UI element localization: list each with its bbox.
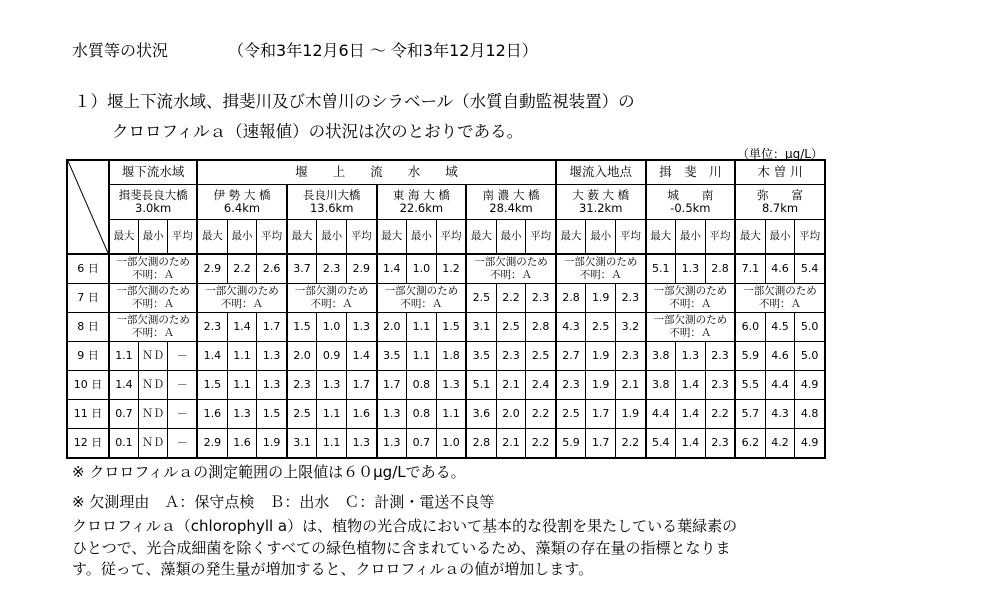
max-value: 0.1 — [109, 429, 138, 459]
stat-label: 最大 — [556, 220, 586, 255]
missing-text: 一部欠測のため — [474, 255, 548, 268]
avg-value: 2.3 — [705, 342, 735, 371]
stat-label: 最小 — [406, 220, 436, 255]
avg-value: － — [168, 400, 197, 429]
stat-label: 最大 — [197, 220, 227, 255]
station-name: 大 薮 大 橋 — [572, 187, 630, 202]
min-value: 4.2 — [765, 429, 795, 459]
stat-label: 最大 — [735, 220, 765, 255]
stat-label: 平均 — [257, 220, 287, 255]
min-value: 1.4 — [675, 371, 705, 400]
max-value: 2.5 — [466, 284, 496, 313]
min-value: 2.2 — [496, 284, 526, 313]
station-cell — [556, 185, 646, 220]
area-kiso-river: 木 曽 川 — [735, 160, 825, 185]
table-row — [67, 400, 825, 429]
intro-line-2: クロロフィルａ（速報値）の状況は次のとおりである。 — [112, 122, 524, 141]
max-value: 2.9 — [197, 254, 227, 284]
max-value: 3.7 — [287, 254, 317, 284]
missing-cell — [287, 284, 377, 313]
avg-value: 1.5 — [257, 400, 287, 429]
missing-code: 不明：Ａ — [132, 298, 175, 310]
avg-value: 2.2 — [705, 400, 735, 429]
min-value: 1.3 — [675, 342, 705, 371]
missing-cell — [109, 284, 197, 313]
avg-value: 1.9 — [257, 429, 287, 459]
station-distance: 6.4km — [223, 201, 261, 215]
station-distance: 28.4km — [489, 201, 533, 215]
max-value: 3.8 — [646, 342, 676, 371]
stat-label: 平均 — [795, 220, 825, 255]
avg-value: － — [168, 429, 197, 459]
max-value: 5.9 — [556, 429, 586, 459]
min-value: 1.1 — [406, 313, 436, 342]
stat-label: 平均 — [526, 220, 556, 255]
min-value: 0.7 — [406, 429, 436, 459]
station-header-row — [67, 185, 825, 220]
stat-label: 最小 — [227, 220, 257, 255]
station-cell — [197, 185, 287, 220]
station-name: 東 海 大 橋 — [392, 187, 450, 202]
stat-label: 最小 — [496, 220, 526, 255]
page-heading — [72, 38, 538, 61]
explanation-paragraph — [72, 516, 872, 581]
heading-title: 水質等の状況 — [72, 41, 169, 60]
max-value: 2.3 — [287, 371, 317, 400]
min-value: 1.1 — [227, 342, 257, 371]
min-value: 1.1 — [406, 342, 436, 371]
corner-cell — [67, 160, 109, 254]
avg-value: 1.4 — [347, 342, 377, 371]
min-value: 1.9 — [586, 342, 616, 371]
missing-code: 不明：Ａ — [132, 327, 175, 339]
avg-value: 2.3 — [705, 429, 735, 459]
missing-text: 一部欠測のため — [653, 313, 728, 326]
min-value: 1.7 — [586, 400, 616, 429]
station-distance: 3.0km — [135, 201, 172, 215]
paragraph-line-3: す。従って、藻類の発生量が増加すると、クロロフィルａの値が増加します。 — [72, 560, 594, 578]
max-value: 2.7 — [556, 342, 586, 371]
avg-value: 2.1 — [616, 371, 646, 400]
missing-text: 一部欠測のため — [563, 255, 638, 268]
heading-period: （令和3年12月6日 ～ 令和3年12月12日） — [228, 41, 538, 60]
note-measurement-limit: ※ クロロフィルａの測定範囲の上限値は６０μg/Lである。 — [72, 463, 466, 481]
min-value: 4.6 — [765, 254, 795, 284]
stat-label: 最大 — [287, 220, 317, 255]
avg-value: 2.2 — [526, 429, 556, 459]
min-value: ＮＤ — [138, 429, 167, 459]
max-value: 7.1 — [735, 254, 765, 284]
min-value: 4.4 — [765, 371, 795, 400]
min-value: 2.0 — [496, 400, 526, 429]
avg-value: 2.2 — [526, 400, 556, 429]
stat-label: 平均 — [436, 220, 466, 255]
missing-text: 一部欠測のため — [653, 284, 728, 297]
missing-cell — [197, 284, 287, 313]
max-value: 2.0 — [287, 342, 317, 371]
missing-code: 不明：Ａ — [759, 298, 802, 310]
missing-text: 一部欠測のため — [116, 284, 190, 297]
day-label: 11 日 — [67, 400, 109, 429]
day-label: 7 日 — [67, 284, 109, 313]
missing-cell — [109, 313, 197, 342]
max-value: 1.6 — [197, 400, 227, 429]
max-value: 2.3 — [197, 313, 227, 342]
stat-label: 平均 — [616, 220, 646, 255]
avg-value: 1.9 — [616, 400, 646, 429]
avg-value: 2.3 — [616, 342, 646, 371]
max-value: 6.0 — [735, 313, 765, 342]
stat-label: 最小 — [675, 220, 705, 255]
missing-cell — [556, 254, 646, 284]
avg-value: 5.0 — [795, 313, 825, 342]
station-name: 弥 富 — [757, 187, 804, 202]
stat-label: 最大 — [646, 220, 676, 255]
station-cell — [377, 185, 467, 220]
paragraph-line-1: クロロフィルａ（chlorophyll a）は、植物の光合成において基本的な役割を果たしている葉緑素の — [72, 517, 738, 535]
max-value: 6.2 — [735, 429, 765, 459]
area-ibi-river: 揖 斐 川 — [646, 160, 736, 185]
table-row — [67, 284, 825, 313]
min-value: 1.1 — [317, 400, 347, 429]
stat-label: 最小 — [586, 220, 616, 255]
day-label: 12 日 — [67, 429, 109, 459]
max-value: 5.1 — [646, 254, 676, 284]
avg-value: 2.3 — [616, 284, 646, 313]
min-value: 1.6 — [227, 429, 257, 459]
stat-label: 平均 — [347, 220, 377, 255]
max-value: 1.4 — [377, 254, 407, 284]
station-cell — [287, 185, 377, 220]
area-header-row — [67, 160, 825, 185]
missing-code: 不明：Ａ — [669, 327, 712, 339]
avg-value: 1.8 — [436, 342, 466, 371]
station-cell — [109, 185, 197, 220]
max-value: 1.4 — [109, 371, 138, 400]
stat-label: 最大 — [377, 220, 407, 255]
missing-text: 一部欠測のため — [743, 284, 817, 297]
note-missing-reasons: ※ 欠測理由 Ａ：保守点検 Ｂ：出水 Ｃ：計測・電送不良等 — [72, 493, 495, 511]
max-value: 2.9 — [197, 429, 227, 459]
table-row — [67, 313, 825, 342]
avg-value: 2.4 — [526, 371, 556, 400]
avg-value: 1.7 — [257, 313, 287, 342]
min-value: 2.3 — [317, 254, 347, 284]
max-value: 5.4 — [646, 429, 676, 459]
avg-value: 2.3 — [705, 371, 735, 400]
missing-code: 不明：Ａ — [579, 269, 622, 281]
stat-label: 平均 — [168, 220, 197, 255]
area-upstream: 堰 上 流 水 域 — [197, 160, 556, 185]
min-value: 2.1 — [496, 429, 526, 459]
table-row — [67, 342, 825, 371]
max-value: 0.7 — [109, 400, 138, 429]
min-value: 1.3 — [675, 254, 705, 284]
avg-value: 2.2 — [616, 429, 646, 459]
unit-label: （単位：μg/L） — [737, 147, 823, 161]
max-value: 2.5 — [556, 400, 586, 429]
paragraph-line-2: ひとつで、光合成細菌を除くすべての緑色植物に含まれているため、藻類の存在量の指標となりま — [72, 538, 731, 557]
min-value: ＮＤ — [138, 400, 167, 429]
station-distance: 13.6km — [309, 201, 354, 215]
avg-value: 2.9 — [347, 254, 377, 284]
min-value: 1.9 — [586, 371, 616, 400]
station-distance: 22.6km — [399, 201, 444, 215]
min-value: 0.9 — [317, 342, 347, 371]
avg-value: 2.3 — [526, 284, 556, 313]
max-value: 4.4 — [646, 400, 676, 429]
day-label: 6 日 — [67, 254, 109, 284]
max-value: 3.1 — [287, 429, 317, 459]
missing-cell — [646, 313, 736, 342]
avg-value: － — [168, 342, 197, 371]
missing-cell — [109, 254, 197, 284]
missing-text: 一部欠測のため — [205, 284, 279, 297]
max-value: 2.5 — [287, 400, 317, 429]
station-distance: 8.7km — [761, 201, 799, 215]
avg-value: 2.5 — [526, 342, 556, 371]
stat-label: 最小 — [317, 220, 347, 255]
min-value: 0.8 — [406, 371, 436, 400]
max-value: 1.5 — [287, 313, 317, 342]
stat-label: 最大 — [466, 220, 496, 255]
station-name: 揖斐長良大橋 — [118, 187, 188, 202]
max-value: 5.1 — [466, 371, 496, 400]
avg-value: 2.6 — [257, 254, 287, 284]
missing-cell — [377, 284, 467, 313]
min-value: 1.1 — [317, 429, 347, 459]
min-value: 1.7 — [586, 429, 616, 459]
min-value: 2.5 — [496, 313, 526, 342]
min-value: 4.5 — [765, 313, 795, 342]
max-value: 3.1 — [466, 313, 496, 342]
day-label: 9 日 — [67, 342, 109, 371]
avg-value: 5.4 — [795, 254, 825, 284]
table-row — [67, 371, 825, 400]
avg-value: 1.6 — [347, 400, 377, 429]
avg-value: 4.9 — [795, 371, 825, 400]
min-value: 1.1 — [227, 371, 257, 400]
min-value: 1.0 — [406, 254, 436, 284]
intro-line-1: １）堰上下流水域、揖斐川及び木曽川のシラベール（水質自動監視装置）の — [74, 92, 635, 111]
avg-value: 1.3 — [436, 371, 466, 400]
max-value: 2.3 — [556, 371, 586, 400]
missing-cell — [735, 284, 825, 313]
station-name: 伊 勢 大 橋 — [213, 187, 271, 202]
table-row — [67, 254, 825, 284]
missing-code: 不明：Ａ — [669, 298, 712, 310]
max-value: 4.3 — [556, 313, 586, 342]
missing-text: 一部欠測のため — [384, 284, 459, 297]
min-value: 1.4 — [675, 429, 705, 459]
max-value: 3.5 — [466, 342, 496, 371]
stat-label: 最大 — [109, 220, 138, 255]
max-value: 2.8 — [466, 429, 496, 459]
day-label: 10 日 — [67, 371, 109, 400]
max-value: 5.5 — [735, 371, 765, 400]
min-value: 1.4 — [227, 313, 257, 342]
diagonal-line — [68, 161, 108, 253]
stat-label: 最小 — [138, 220, 167, 255]
avg-value: － — [168, 371, 197, 400]
avg-value: 1.5 — [436, 313, 466, 342]
day-label: 8 日 — [67, 313, 109, 342]
avg-value: 4.9 — [795, 429, 825, 459]
max-value: 5.7 — [735, 400, 765, 429]
avg-value: 1.0 — [436, 429, 466, 459]
max-value: 5.9 — [735, 342, 765, 371]
station-name: 南 濃 大 橋 — [482, 187, 540, 202]
min-value: 4.6 — [765, 342, 795, 371]
max-value: 1.4 — [197, 342, 227, 371]
max-value: 3.5 — [377, 342, 407, 371]
min-value: 2.5 — [586, 313, 616, 342]
min-value: 4.3 — [765, 400, 795, 429]
station-distance: 31.2km — [578, 201, 623, 215]
avg-value: 1.3 — [347, 313, 377, 342]
table-row — [67, 429, 825, 459]
max-value: 2.8 — [556, 284, 586, 313]
missing-cell — [646, 284, 736, 313]
missing-text: 一部欠測のため — [116, 313, 190, 326]
min-value: ＮＤ — [138, 371, 167, 400]
min-value: 2.1 — [496, 371, 526, 400]
min-value: 1.3 — [317, 371, 347, 400]
min-value: 1.4 — [675, 400, 705, 429]
min-value: 2.2 — [227, 254, 257, 284]
min-value: 0.8 — [406, 400, 436, 429]
missing-code: 不明：Ａ — [400, 298, 443, 310]
max-value: 1.7 — [377, 371, 407, 400]
max-value: 3.8 — [646, 371, 676, 400]
station-name: 城 南 — [667, 187, 714, 202]
max-value: 3.6 — [466, 400, 496, 429]
area-downstream: 堰下流水域 — [109, 160, 197, 185]
max-value: 1.1 — [109, 342, 138, 371]
min-value: 2.3 — [496, 342, 526, 371]
station-name: 長良川大橋 — [302, 187, 361, 202]
avg-value: 1.3 — [347, 429, 377, 459]
max-value: 1.5 — [197, 371, 227, 400]
avg-value: 1.1 — [436, 400, 466, 429]
missing-code: 不明：Ａ — [132, 269, 175, 281]
chlorophyll-table — [66, 159, 826, 459]
missing-code: 不明：Ａ — [221, 298, 263, 310]
station-cell — [466, 185, 556, 220]
missing-text: 一部欠測のため — [294, 284, 369, 297]
max-value: 1.3 — [377, 400, 407, 429]
stat-label: 平均 — [705, 220, 735, 255]
max-value: 2.0 — [377, 313, 407, 342]
missing-text: 一部欠測のため — [116, 255, 190, 268]
avg-value: 1.7 — [347, 371, 377, 400]
station-cell — [646, 185, 736, 220]
avg-value: 3.2 — [616, 313, 646, 342]
station-cell — [735, 185, 825, 220]
min-value: 1.9 — [586, 284, 616, 313]
area-inflow: 堰流入地点 — [556, 160, 646, 185]
stat-header-row — [67, 220, 825, 255]
avg-value: 1.2 — [436, 254, 466, 284]
max-value: 1.3 — [377, 429, 407, 459]
avg-value: 4.8 — [795, 400, 825, 429]
avg-value: 5.0 — [795, 342, 825, 371]
avg-value: 2.8 — [526, 313, 556, 342]
min-value: 1.0 — [317, 313, 347, 342]
missing-code: 不明：Ａ — [310, 298, 353, 310]
min-value: 1.3 — [227, 400, 257, 429]
missing-code: 不明：Ａ — [490, 269, 533, 281]
min-value: ＮＤ — [138, 342, 167, 371]
stat-label: 最小 — [765, 220, 795, 255]
avg-value: 2.8 — [705, 254, 735, 284]
avg-value: 1.3 — [257, 371, 287, 400]
avg-value: 1.3 — [257, 342, 287, 371]
missing-cell — [466, 254, 556, 284]
station-distance: -0.5km — [670, 201, 711, 215]
